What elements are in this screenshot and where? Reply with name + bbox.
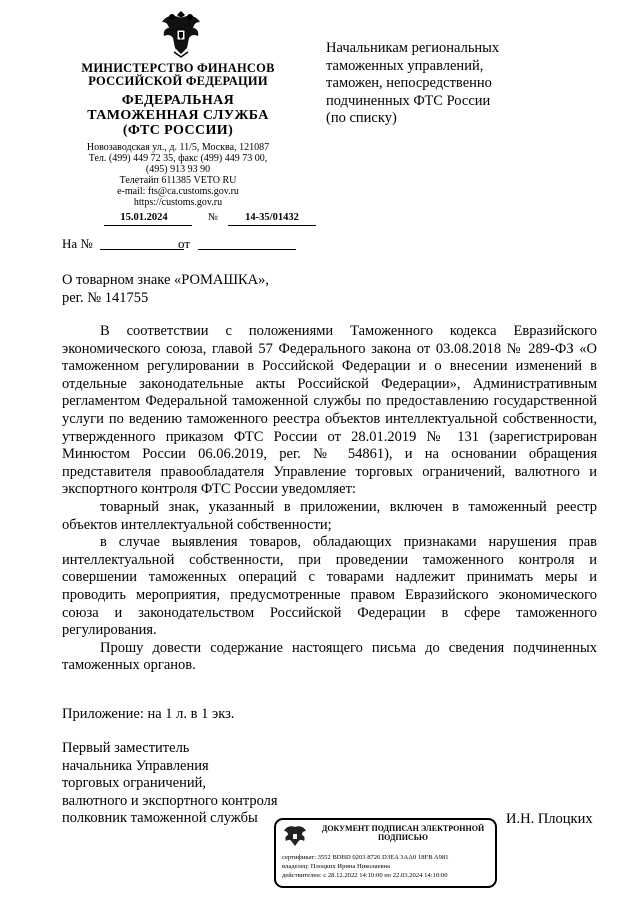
electronic-signature-stamp (274, 818, 497, 888)
letter-subject (62, 272, 342, 307)
position-line: валютного и экспортного контроля (62, 792, 278, 809)
reference-number-blank (100, 249, 184, 250)
subject-line: О товарном знаке «РОМАШКА», (62, 272, 270, 288)
position-line: Первый заместитель (62, 740, 190, 756)
address-line: https://customs.gov.ru (133, 197, 223, 208)
signer-position (62, 740, 322, 828)
registration-row (62, 212, 302, 228)
ministry-name (62, 62, 294, 88)
state-emblem-icon (160, 8, 202, 58)
position-line: полковник таможенной службы (62, 810, 258, 826)
address-line: Телетайп 611385 VETO RU (119, 175, 237, 186)
date-underline (104, 225, 192, 226)
position-line: начальника Управления (62, 757, 209, 774)
attachment-note: Приложение: на 1 л. в 1 экз. (62, 706, 235, 722)
sender-address (62, 142, 294, 208)
reference-date-blank (198, 249, 296, 250)
service-line: ТАМОЖЕННАЯ СЛУЖБА (87, 108, 269, 123)
reference-row (62, 236, 302, 252)
recipient-line: таможенных управлений, (326, 57, 484, 74)
ministry-line: РОССИЙСКОЙ ФЕДЕРАЦИИ (88, 74, 268, 88)
letter-body (62, 323, 597, 675)
address-line: Тел. (499) 449 72 35, факс (499) 449 73 00, (88, 153, 268, 164)
stamp-certificate: сертификат: 3552 BDBD 0203 8726 D3EA 3AA0 18FB A981 (282, 854, 449, 861)
body-paragraph: В соответствии с положениями Таможенного кодекса Евразийского экономического союза, главой 57 Федерального закона от 03.08.2018 № 289-ФЗ «О таможенном регулировании в Российской Федерации и о внесении изменений в отдельные законодательные акты Российской Федерации», Административным регламентом Федеральной таможенной службы по предоставлению государственной услуги по ведению таможенного реестра объектов интеллектуальной собственности, утвержденного приказом ФТС России от 28.01.2019 № 131 (зарегистрирован Минюстом России 06.06.2019, рег. № 54861), и на основании обращения представителя правообладателя Управление торговых ограничений, валютного и экспортного контроля ФТС России уведомляет: (62, 323, 597, 498)
subject-line: рег. № 141755 (62, 289, 149, 306)
ministry-line: МИНИСТЕРСТВО ФИНАНСОВ (81, 61, 275, 75)
recipient-line: таможен, непосредственно (326, 75, 492, 91)
recipient-line: (по списку) (326, 110, 397, 126)
address-line: (495) 913 93 90 (145, 164, 211, 175)
emblem-icon (282, 825, 308, 847)
recipient-line: подчиненных ФТС России (326, 92, 491, 109)
body-paragraph: товарный знак, указанный в приложении, включен в таможенный реестр объектов интеллектуальной собственности; (62, 498, 597, 533)
number-sign: № (208, 212, 219, 223)
reference-date-label: от (178, 236, 191, 251)
signer-name: И.Н. Плоцких (506, 811, 593, 827)
reference-number-label: На № (62, 236, 93, 251)
service-line: ФЕДЕРАЛЬНАЯ (121, 93, 235, 108)
body-paragraph: в случае выявления товаров, обладающих признаками нарушения прав интеллектуальной собственности, при проведении таможенного контроля и совершении таможенных операций с товарами надлежит принимать меры и проводить мероприятия, предусмотренные правом Евразийского экономического союза и законодательством Российской Федерации в сфере таможенного регулирования. (62, 534, 597, 639)
service-name (62, 93, 294, 138)
service-line: (ФТС РОССИИ) (122, 123, 234, 138)
registration-number: 14-35/01432 (245, 212, 299, 223)
recipient-block (326, 40, 556, 128)
body-paragraph: Прошу довести содержание настоящего письма до сведения подчиненных таможенных органов. (62, 639, 597, 674)
number-underline (228, 225, 316, 226)
stamp-title: ДОКУМЕНТ ПОДПИСАН ЭЛЕКТРОННОЙ ПОДПИСЬЮ (321, 824, 485, 842)
address-line: e-mail: fts@ca.customs.gov.ru (117, 186, 239, 197)
registration-date: 15.01.2024 (120, 212, 168, 223)
recipient-line: Начальникам региональных (326, 40, 500, 56)
stamp-owner: владелец: Плоцких Ирина Николаевна (282, 863, 391, 870)
position-line: торговых ограничений, (62, 775, 206, 791)
address-line: Новозаводская ул., д. 11/5, Москва, 121087 (86, 142, 270, 153)
stamp-validity: действителен: с 28.12.2022 14:10:00 по 22.03.2024 14:10:00 (282, 872, 448, 879)
